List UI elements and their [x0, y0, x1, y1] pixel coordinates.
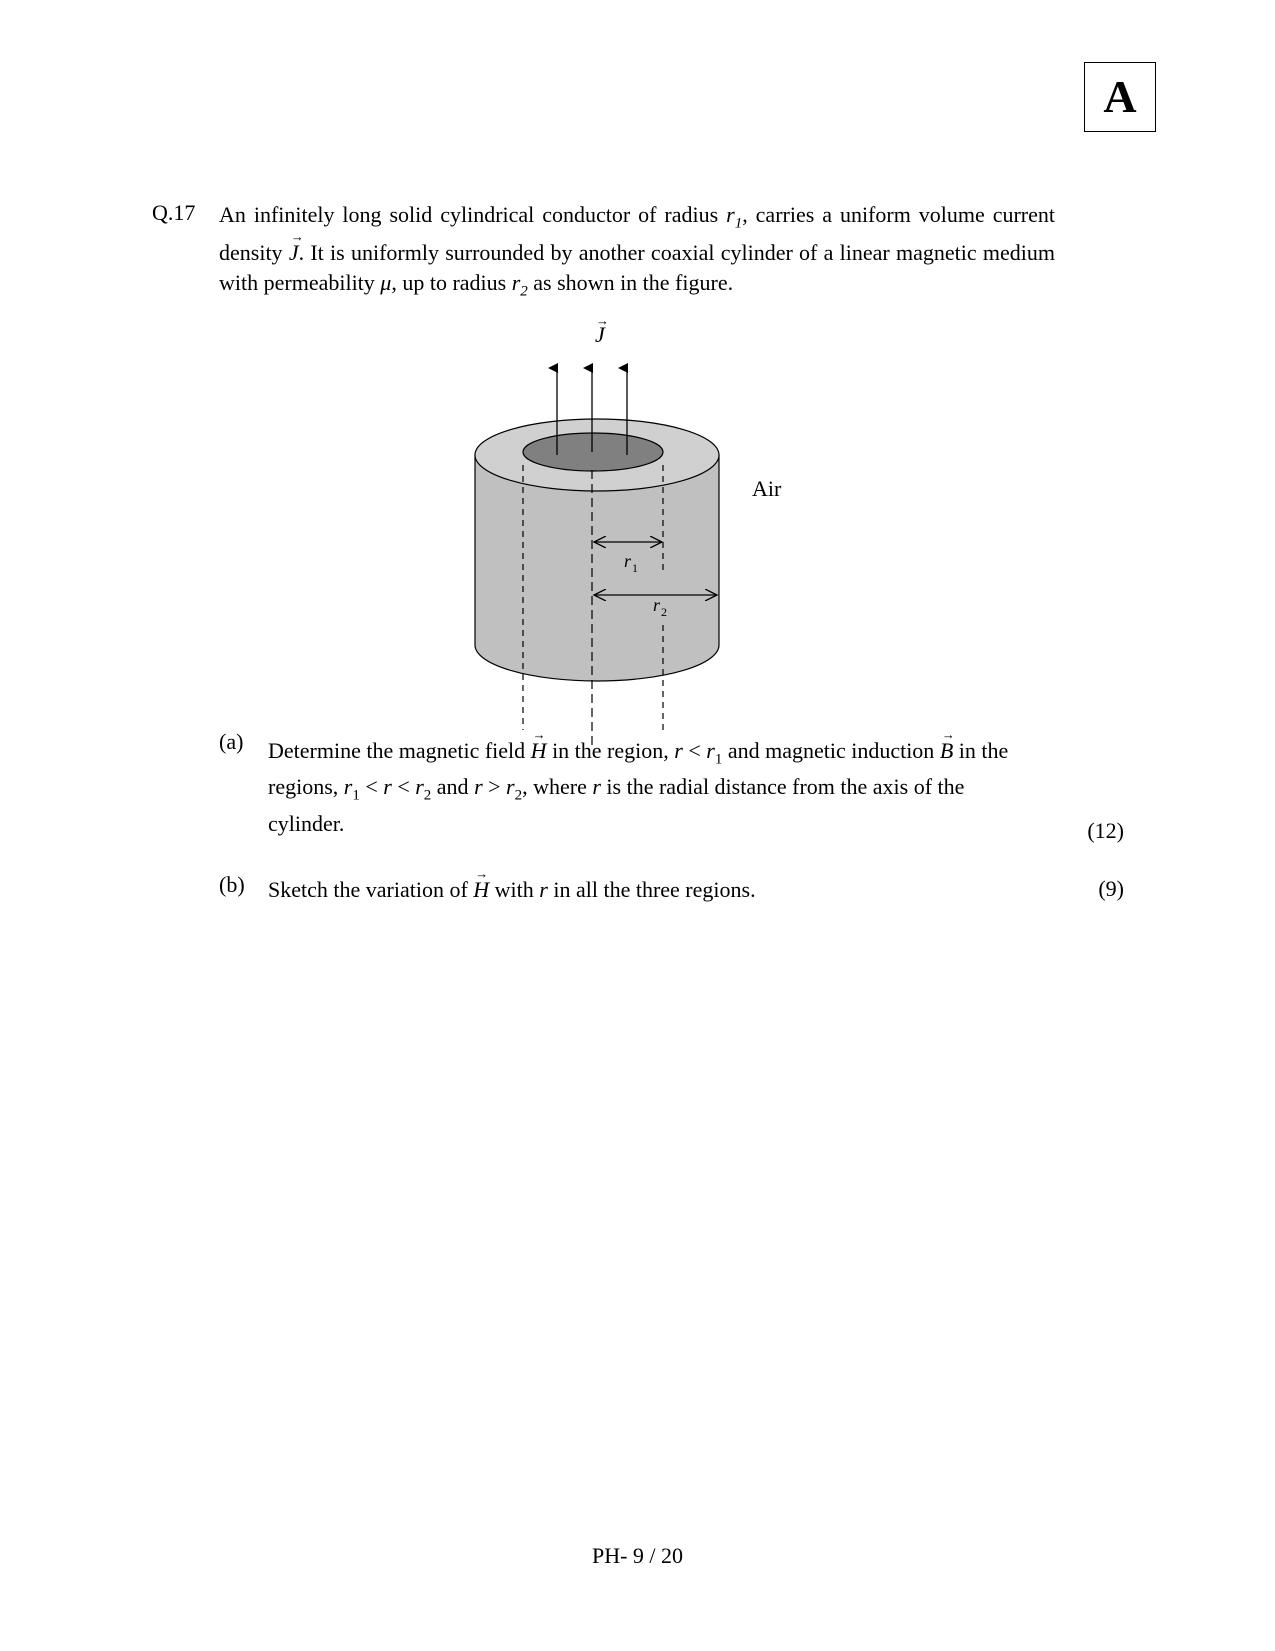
h-vector: → H	[531, 737, 547, 764]
question-number: Q.17	[152, 200, 196, 225]
svg-text:2: 2	[661, 605, 667, 619]
svg-text:1: 1	[632, 561, 638, 575]
question-text: An infinitely long solid cylindrical conductor of radius $r_1$, carries a uniform volume current density → J. It is uniformly surrounded by another coaxial cylinder of a linear magnetic medium with permeability μ, up to radius $r_2$ as shown in the figure.	[219, 200, 1055, 307]
part-b-marks: (9)	[1098, 876, 1124, 901]
current-density-label: J	[595, 322, 605, 347]
page-footer: PH- 9 / 20	[591, 1543, 684, 1568]
inner-conductor-top	[523, 433, 663, 471]
part-a-label: (a)	[219, 729, 244, 754]
svg-text:→: →	[596, 313, 609, 328]
part-b-text: Sketch the variation of → H with r in all the three regions.	[268, 876, 1038, 903]
coaxial-cylinder-figure	[450, 313, 782, 730]
paper-code-box: A	[1084, 62, 1156, 132]
b-vector: → B	[940, 737, 953, 764]
r2-label: r	[653, 595, 661, 615]
h-vector: → H	[473, 876, 489, 903]
air-label: Air	[752, 476, 782, 501]
r1-label: r	[624, 551, 632, 571]
part-a-text: Determine the magnetic field → H in the region, $r < r_1$ and magnetic induction → B in the regions, $r_1 < r < r_2$ and $r > r_2$, where r is the radial distance from the axis of the cylinder.	[268, 737, 1038, 837]
current-density-vector: → J	[289, 238, 299, 268]
part-b-label: (b)	[219, 872, 245, 897]
part-a-marks: (12)	[1087, 818, 1124, 843]
